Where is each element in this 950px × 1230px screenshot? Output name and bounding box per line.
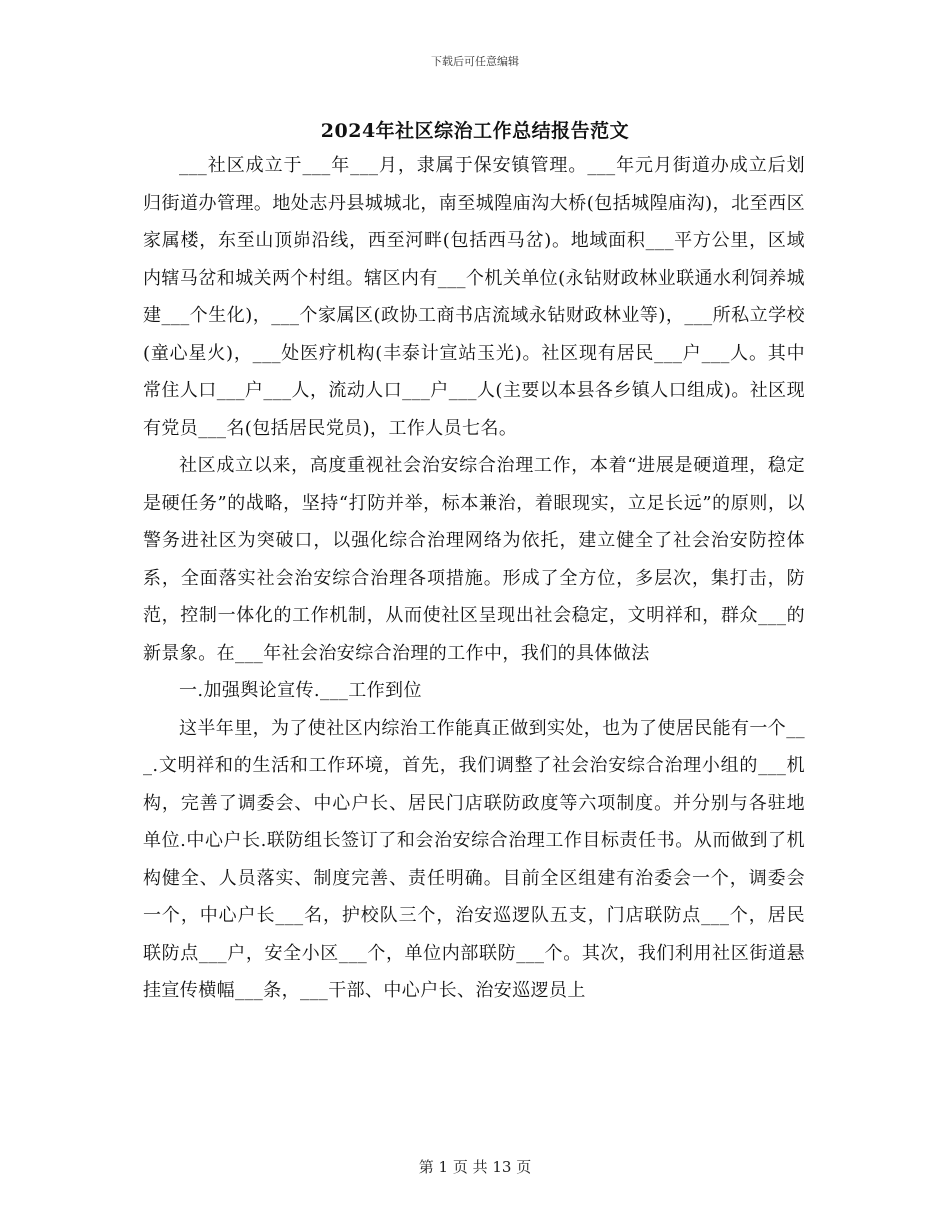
document-title: 2024年社区综治工作总结报告范文: [320, 120, 630, 142]
header-note: 下载后可任意编辑: [431, 55, 519, 68]
page-number-footer: 第 1 页 共 13 页: [418, 1158, 532, 1176]
section-heading-1: 一.加强舆论宣传.___工作到位: [179, 680, 422, 701]
paragraph-work-summary: 社区成立以来，高度重视社会治安综合治理工作，本着“进展是硬道理，稳定是硬任务”的战略，坚持“打防并举，标本兼治，着眼现实，立足长远”的原则，以警务进社区为突破口，以强化综合治理网络为依托，建立健全了社会治安防控体系，全面落实社会治安综合治理各项措施。形成了全方位，多层次，集打击，防范，控制一体化的工作机制，从而使社区呈现出社会稳定，文明祥和，群众___的新景象。在___年社会治安综合治理的工作中，我们的具体做法: [143, 455, 805, 664]
paragraph-section-1: 这半年里，为了使社区内综治工作能真正做到实处，也为了使居民能有一个___.文明祥和的生活和工作环境，首先，我们调整了社会治安综合治理小组的___机构，完善了调委会、中心户长、居民门店联防政度等六项制度。并分别与各驻地单位.中心户长.联防组长签订了和会治安综合治理工作目标责任书。从而做到了机构健全、人员落实、制度完善、责任明确。目前全区组建有治委会一个，调委会一个，中心户长___名，护校队三个，治安巡逻队五支，门店联防点___个，居民联防点___户，安全小区___个，单位内部联防___个。其次，我们利用社区街道悬挂宣传横幅___条，___干部、中心户长、治安巡逻员上: [143, 717, 805, 1001]
paragraph-community-overview: ___社区成立于___年___月，隶属于保安镇管理。___年元月街道办成立后划归街道办管理。地处志丹县城城北，南至城隍庙沟大桥(包括城隍庙沟)，北至西区家属楼，东至山顶峁沿线，西至河畔(包括西马岔)。地域面积___平方公里，区域内辖马岔和城关两个村组。辖区内有___个机关单位(永钻财政林业联通水利饲养城建___个生化)，___个家属区(政协工商书店流域永钻财政林业等)，___所私立学校(童心星火)，___处医疗机构(丰泰计宣站玉光)。社区现有居民___户___人。其中常住人口___户___人，流动人口___户___人(主要以本县各乡镇人口组成)。社区现有党员___名(包括居民党员)，工作人员七名。: [143, 155, 805, 439]
document-body: [143, 147, 805, 1010]
